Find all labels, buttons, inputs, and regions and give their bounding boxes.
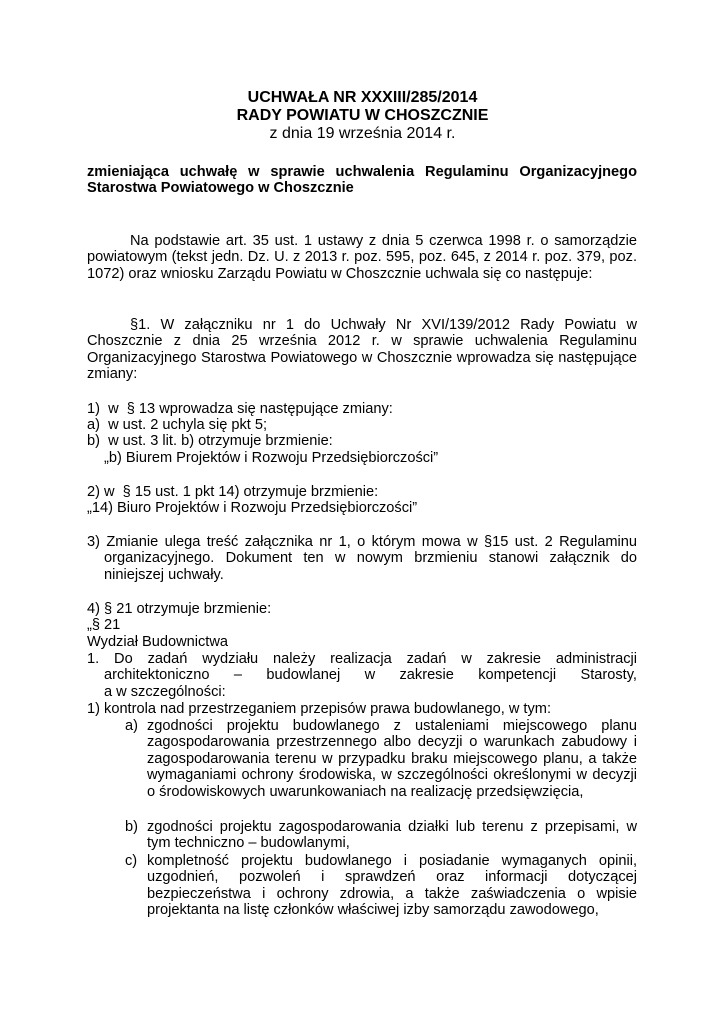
department-name: Wydział Budownictwa	[87, 634, 228, 650]
point-1	[87, 651, 637, 700]
subpoint-1-a-label: a)	[125, 718, 138, 734]
change-1-b-quote: „b) Biurem Projektów i Rozwoju Przedsiębiorczości”	[104, 450, 439, 466]
subpoint-1-b-label: b)	[125, 819, 138, 835]
point-1-line-2: architektoniczno – budowlanej w zakresie kompetencji Starosty,	[104, 667, 637, 684]
preamble-paragraph: Na podstawie art. 35 ust. 1 ustawy z dnia 5 czerwca 1998 r. o samorządzie powiatowym (tekst jedn. Dz. U. z 2013 r. poz. 595, poz. 645, z 2014 r. poz. 379, poz. 1072) oraz wniosku Zarządu Powiatu w Choszcznie uchwala się co następuje:	[87, 233, 637, 282]
subpoint-1-c-text: kompletność projektu budowlanego i posiadanie wymaganych opinii, uzgodnień, pozwoleń i sprawdzeń oraz informacji dotyczącej bezpieczeństwa i ochrony zdrowia, a także zaświadczenia o wpisie projektanta na listę członków właściwej izby samorządu zawodowego,	[147, 853, 637, 919]
change-3-paragraph: 3) Zmianie ulega treść załącznika nr 1, o którym mowa w §15 ust. 2 Regulaminu organizacyjnego. Dokument ten w nowym brzmieniu stanowi załącznik do niniejszej uchwały.	[87, 534, 637, 583]
change-2-heading: 2) w § 15 ust. 1 pkt 14) otrzymuje brzmienie:	[87, 484, 379, 500]
subpoint-1-c-label: c)	[125, 853, 138, 869]
section-1-paragraph: §1. W załączniku nr 1 do Uchwały Nr XVI/139/2012 Rady Powiatu w Choszcznie z dnia 25 września 2012 r. w sprawie uchwalenia Regulaminu Organizacyjnego Starostwa Powiatowego w Choszcznie wprowadza się następujące zmiany:	[87, 317, 637, 383]
change-1-b: b) w ust. 3 lit. b) otrzymuje brzmienie:	[87, 433, 333, 449]
paragraph-21-mark: „§ 21	[87, 617, 121, 633]
change-2-quote: „14) Biuro Projektów i Rozwoju Przedsiębiorczości”	[87, 500, 418, 516]
point-1-line-1: 1. Do zadań wydziału należy realizacja zadań w zakresie administracji	[87, 651, 637, 667]
change-1-a: a) w ust. 2 uchyla się pkt 5;	[87, 417, 268, 433]
council-name: RADY POWIATU W CHOSZCZNIE	[236, 107, 489, 124]
resolution-subject: zmieniająca uchwałę w sprawie uchwalenia Regulaminu Organizacyjnego Starostwa Powiatowego w Choszcznie	[87, 164, 637, 197]
resolution-date: z dnia 19 września 2014 r.	[269, 125, 456, 142]
subpoint-1-heading: 1) kontrola nad przestrzeganiem przepisów prawa budowlanego, w tym:	[87, 701, 551, 717]
change-1-heading: 1) w § 13 wprowadza się następujące zmiany:	[87, 401, 393, 417]
change-4-heading: 4) § 21 otrzymuje brzmienie:	[87, 601, 272, 617]
point-1-line-3: a w szczególności:	[104, 683, 226, 700]
subpoint-1-b-text: zgodności projektu zagospodarowania działki lub terenu z przepisami, w tym techniczno – budowlanymi,	[147, 819, 637, 852]
resolution-number: UCHWAŁA NR XXXIII/285/2014	[247, 89, 478, 106]
subpoint-1-a-text: zgodności projektu budowlanego z ustaleniami miejscowego planu zagospodarowania przestrzennego albo decyzji o warunkach zabudowy i zagospodarowania terenu w przypadku braku miejscowego planu, a także wymaganiami ochrony środowiska, w szczególności określonymi w decyzji o środowiskowych uwarunkowaniach na realizację przedsięwzięcia,	[147, 718, 637, 800]
